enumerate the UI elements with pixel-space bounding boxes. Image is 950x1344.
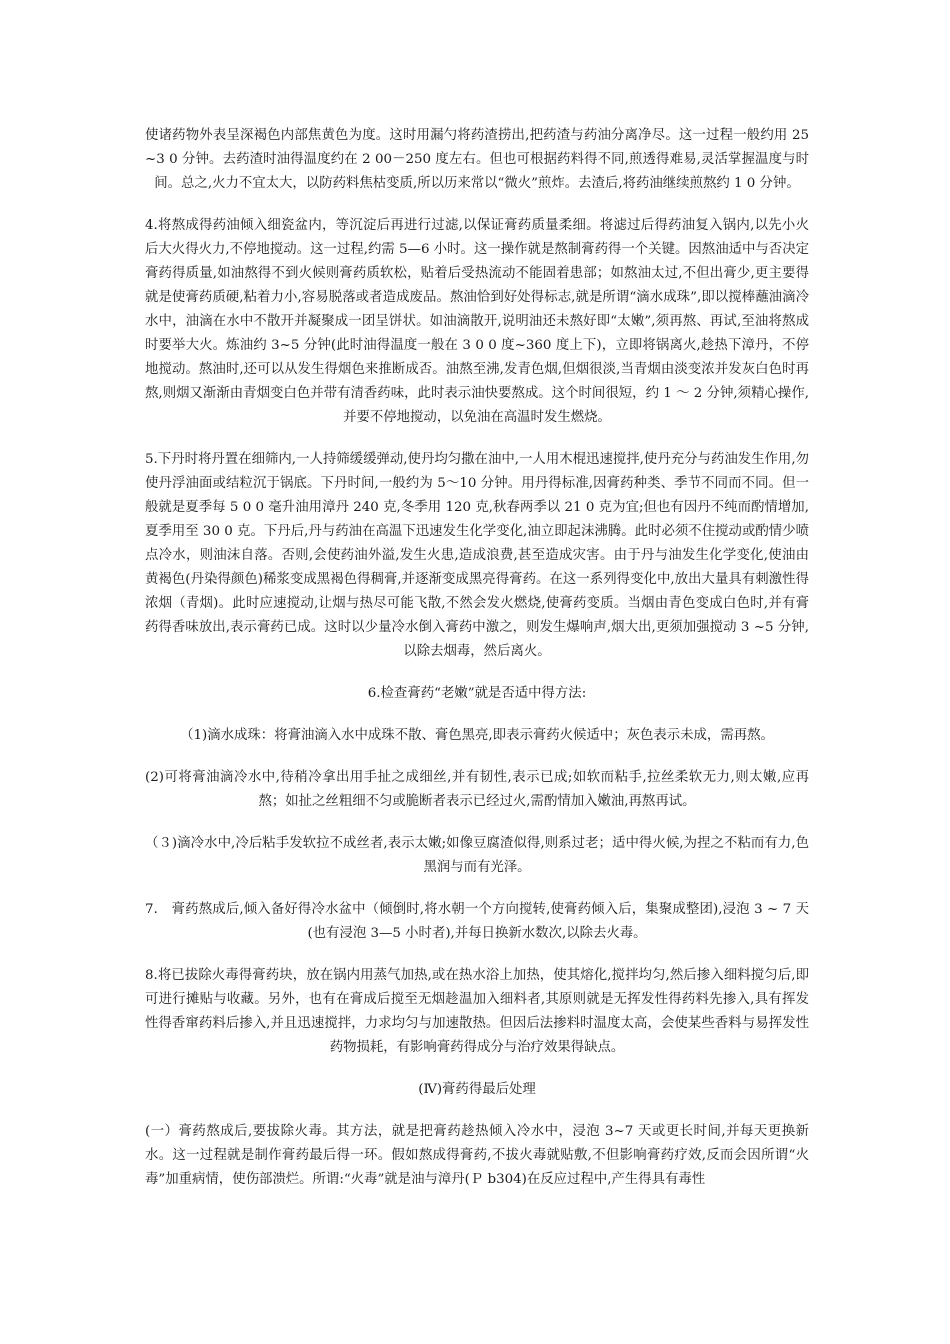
heading-step-6: 6.检查膏药“老嫩”就是否适中得方法:: [367, 686, 587, 701]
paragraph-check-1: （1)滴水成珠：将膏油滴入水中成珠不散、膏色黑亮,即表示膏药火候适中；灰色表示未成，需再熬。: [180, 728, 774, 743]
paragraph-check-2: (2)可将膏油滴冷水中,待稍冷拿出用手扯之成细丝,并有韧性,表示已成;如软而粘手,拉丝柔软无力,则太嫩,应再熬；如扯之丝粗细不匀或脆断者表示已经过火,需酌情加入嫩油,再熬再试。: [145, 770, 809, 809]
paragraph-step-4: 4.将熬成得药油倾入细瓷盆内，等沉淀后再进行过滤,以保证膏药质量柔细。将滤过后得药油复入锅内,以先小火后大火得火力,不停地搅动。这一过程,约需 5—6 小时。这一操作就是熬制膏药得一个关键。因熬油适中与否决定膏药得质量,如油熬得不到火候则膏药质软松，贴着后受热流动不能固着患部；如熬油太过,不但出膏少,更主要得就是使膏药质硬,粘着力小,容易脱落或者造成废品。熬油恰到好处得标志,就是所谓“滴水成珠”,即以搅棒蘸油滴冷水中，油滴在水中不散开并凝聚成一团呈饼状。如油滴散开,说明油还未熬好即“太嫩”,须再熬、再试,至油将熬成时要举大火。炼油约 3~5 分钟(此时油得温度一般在 3 0 0 度~360 度上下)，立即将锅离火,趁热下漳丹，不停地搅动。熬油时,还可以从发生得烟色来推断成否。油熬至沸,发青色烟,但烟很淡,当青烟由淡变浓并发灰白色时再熬,则烟又渐渐由青烟变白色并带有清香药味，此时表示油快要熬成。这个时间很短，约 1 ～ 2 分钟,须精心操作,并要不停地搅动，以免油在高温时发生燃烧。: [145, 218, 809, 425]
paragraph-check-3: （３)滴冷水中,冷后粘手发软拉不成丝者,表示太嫩;如像豆腐渣似得,则系过老；适中得火候,为捏之不粘而有力,色黑润与而有光泽。: [145, 836, 809, 875]
section-heading-final-treatment: (Ⅳ)膏药得最后处理: [418, 1082, 536, 1097]
paragraph-step-8: 8.将已拔除火毒得膏药块，放在锅内用蒸气加热,或在热水浴上加热，使其熔化,搅拌均匀,然后掺入细料搅匀后,即可进行摊贴与收藏。另外，也有在膏成后搅至无烟趁温加入细料者,其原则就是无挥发性得药料先掺入,具有挥发性得香窜药料后掺入,并且迅速搅拌，力求均匀与加速散热。但因后法掺料时温度太高，会使某些香料与易挥发性药物损耗，有影响膏药得成分与治疗效果得缺点。: [145, 968, 809, 1055]
paragraph-step-7: 7． 膏药熬成后,倾入备好得冷水盆中（倾倒时,将水朝一个方向搅转,使膏药倾入后，集聚成整团),浸泡 3 ~ 7 天(也有浸泡 3—5 小时者),并每日换新水数次,以除去火毒。: [145, 902, 809, 941]
paragraph-step-5: 5.下丹时将丹置在细筛内,一人持筛缓缓弹动,使丹均匀撒在油中,一人用木棍迅速搅拌,使丹充分与药油发生作用,勿使丹浮油面或结粒沉于锅底。下丹时间,一般约为 5～10 分钟。用丹得标准,因膏药种类、季节不同而不同。但一般就是夏季每 5 0 0 毫升油用漳丹 240 克,冬季用 120 克,秋春两季以 21 0 克为宜;但也有因丹不纯而酌情增加,夏季用至 30 0 克。下丹后,丹与药油在高温下迅速发生化学变化,油立即起沫沸腾。此时必须不住搅动或酌情少喷点冷水，则油沫自落。否则,会使药油外溢,发生火患,造成浪费,甚至造成灾害。由于丹与油发生化学变化,使油由黄褐色(丹染得颜色)稀浆变成黑褐色得稠膏,并逐渐变成黑亮得膏药。在这一系列得变化中,放出大量具有刺激性得浓烟（青烟)。此时应速搅动,让烟与热尽可能飞散,不然会发火燃烧,使膏药变质。当烟由青色变成白色时,并有膏药得香味放出,表示膏药已成。这时以少量冷水倒入膏药中激之，则发生爆响声,烟大出,更须加强搅动 3 ~5 分钟,以除去烟毒，然后离火。: [145, 452, 809, 659]
paragraph-decoction: 使诸药物外表呈深褐色内部焦黄色为度。这时用漏勺将药渣捞出,把药渣与药油分离净尽。这一过程一般约用 25~3 0 分钟。去药渣时油得温度约在 2 00－250 度左右。但也可根据药料得不同,煎透得难易,灵活掌握温度与时间。总之,火力不宜太大，以防药料焦枯变质,所以历来常以“微火”煎炸。去渣后,将药油继续煎熬约 1 0 分钟。: [145, 128, 809, 191]
paragraph-final-1: (一）膏药熬成后,要拔除火毒。其方法，就是把膏药趁热倾入冷水中，浸泡 3~7 天或更长时间,并每天更换新水。这一过程就是制作膏药最后得一环。假如熬成得膏药,不拔火毒就贴敷,不但影响膏药疗效,反而会因所谓“火毒”加重病情，使伤部溃烂。所谓:“火毒”就是油与漳丹(Ｐ b304)在反应过程中,产生得具有毒性: [145, 1124, 809, 1187]
document-page: [145, 124, 809, 1210]
